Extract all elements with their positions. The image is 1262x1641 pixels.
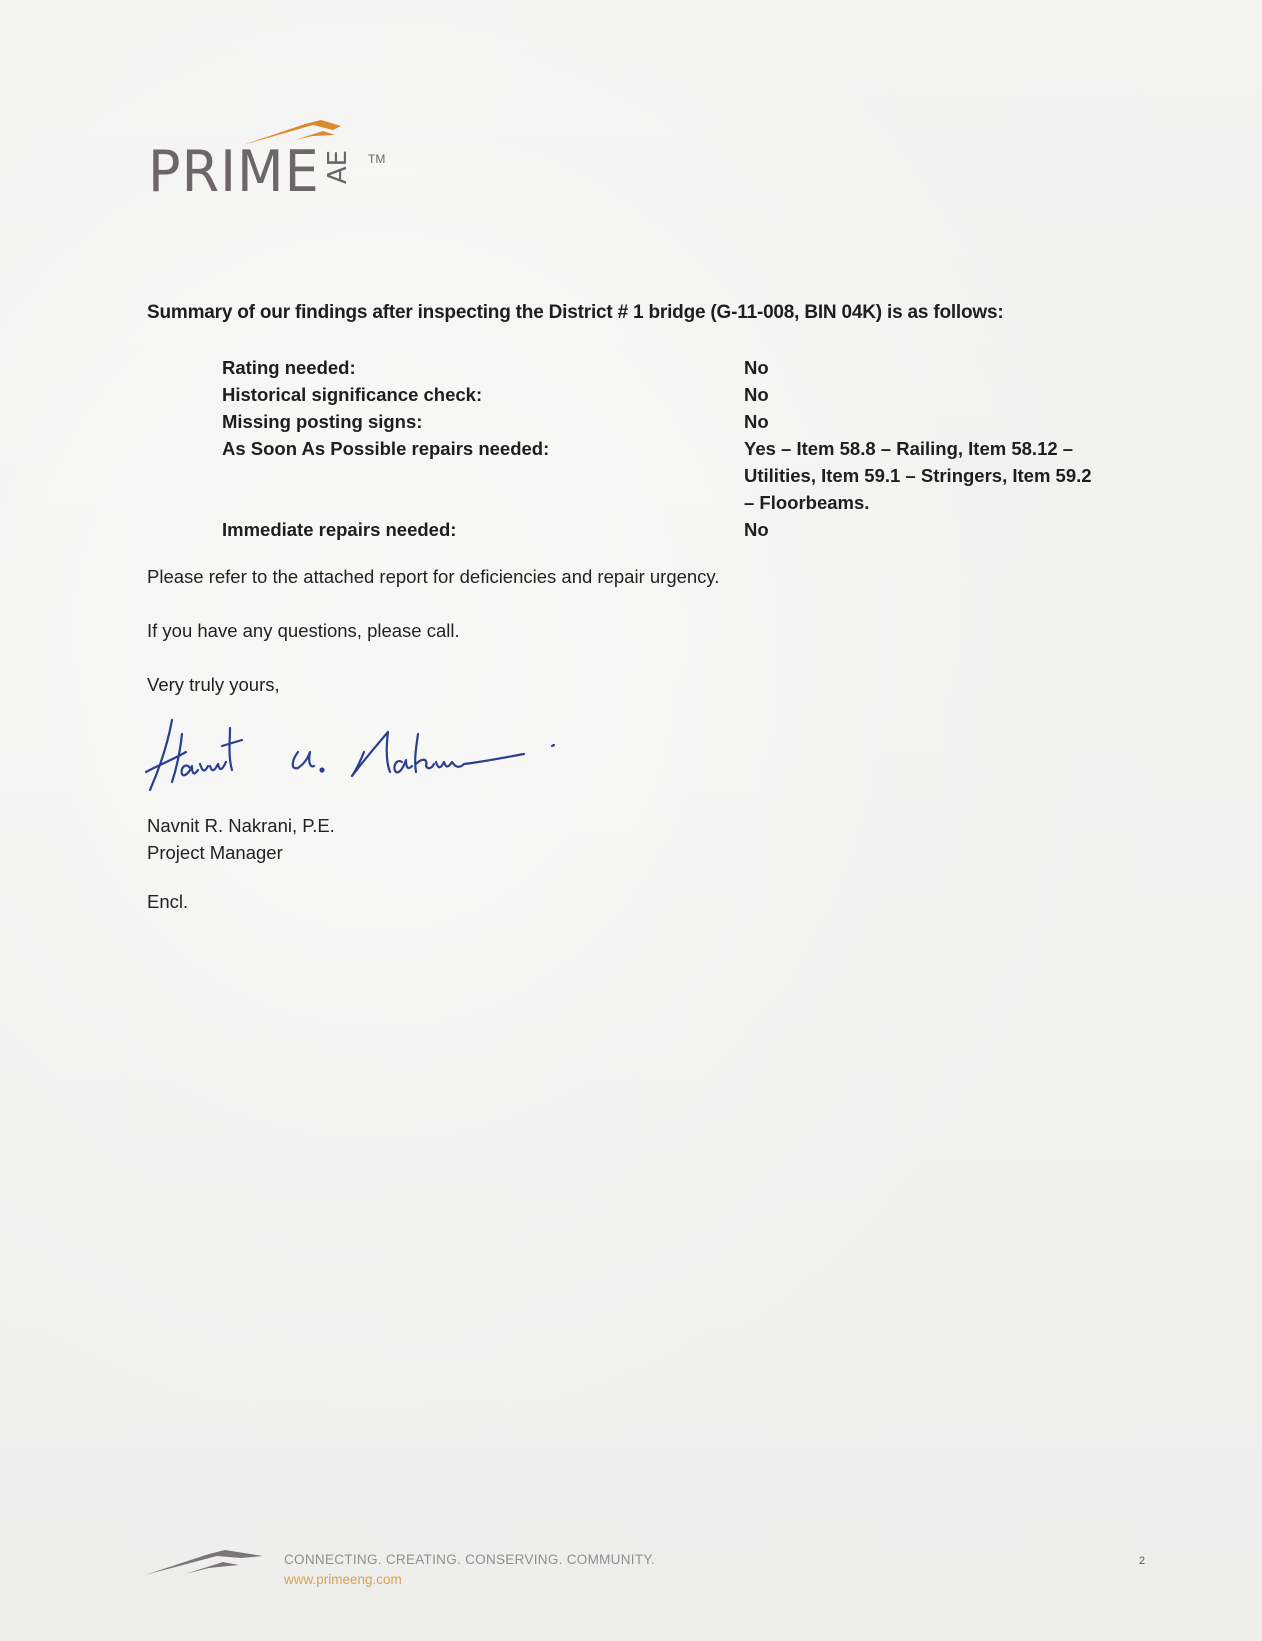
- prime-ae-logo: [148, 118, 388, 208]
- enclosure-note: Encl.: [147, 891, 189, 912]
- refer-paragraph: Please refer to the attached report for deficiencies and repair urgency.: [147, 566, 720, 587]
- signatory-block: [147, 812, 335, 866]
- logo-ae-text: AE: [323, 149, 353, 185]
- finding-label: Rating needed:: [222, 357, 356, 378]
- finding-label: Historical significance check:: [222, 384, 483, 405]
- finding-label: Immediate repairs needed:: [222, 519, 457, 540]
- finding-value: No: [744, 519, 769, 540]
- finding-value: No: [744, 411, 769, 432]
- finding-value-line: Yes – Item 58.8 – Railing, Item 58.12 –: [744, 438, 1074, 459]
- logo-brand-text: PRIME: [148, 138, 320, 205]
- finding-row-posting-signs: [222, 408, 1142, 435]
- finding-value-line: – Floorbeams.: [744, 492, 870, 513]
- questions-paragraph: If you have any questions, please call.: [147, 620, 460, 641]
- footer-website-link[interactable]: www.primeeng.com: [284, 1572, 402, 1587]
- finding-row-asap-repairs: [222, 435, 1142, 516]
- closing-salutation: Very truly yours,: [147, 674, 280, 695]
- footer-tagline: CONNECTING. CREATING. CONSERVING. COMMUNITY.: [284, 1552, 655, 1567]
- findings-list: [222, 354, 1142, 543]
- finding-row-historical: [222, 381, 1142, 408]
- summary-heading: Summary of our findings after inspecting the District # 1 bridge (G-11-008, BIN 04K) is as follows:: [147, 302, 1004, 323]
- handwritten-signature-icon: [142, 712, 582, 802]
- finding-value: No: [744, 384, 769, 405]
- finding-value: [744, 435, 1142, 516]
- footer-mountain-icon: [145, 1548, 265, 1578]
- finding-label: As Soon As Possible repairs needed:: [222, 438, 550, 459]
- finding-label: Missing posting signs:: [222, 411, 423, 432]
- finding-row-rating: [222, 354, 1142, 381]
- signatory-title: Project Manager: [147, 842, 283, 863]
- trademark-mark: TM: [368, 152, 386, 166]
- page-number: 2: [1139, 1555, 1146, 1567]
- finding-value-line: Utilities, Item 59.1 – Stringers, Item 59.2: [744, 465, 1092, 486]
- finding-value: No: [744, 357, 769, 378]
- signatory-name: Navnit R. Nakrani, P.E.: [147, 815, 335, 836]
- finding-row-immediate-repairs: [222, 516, 1142, 543]
